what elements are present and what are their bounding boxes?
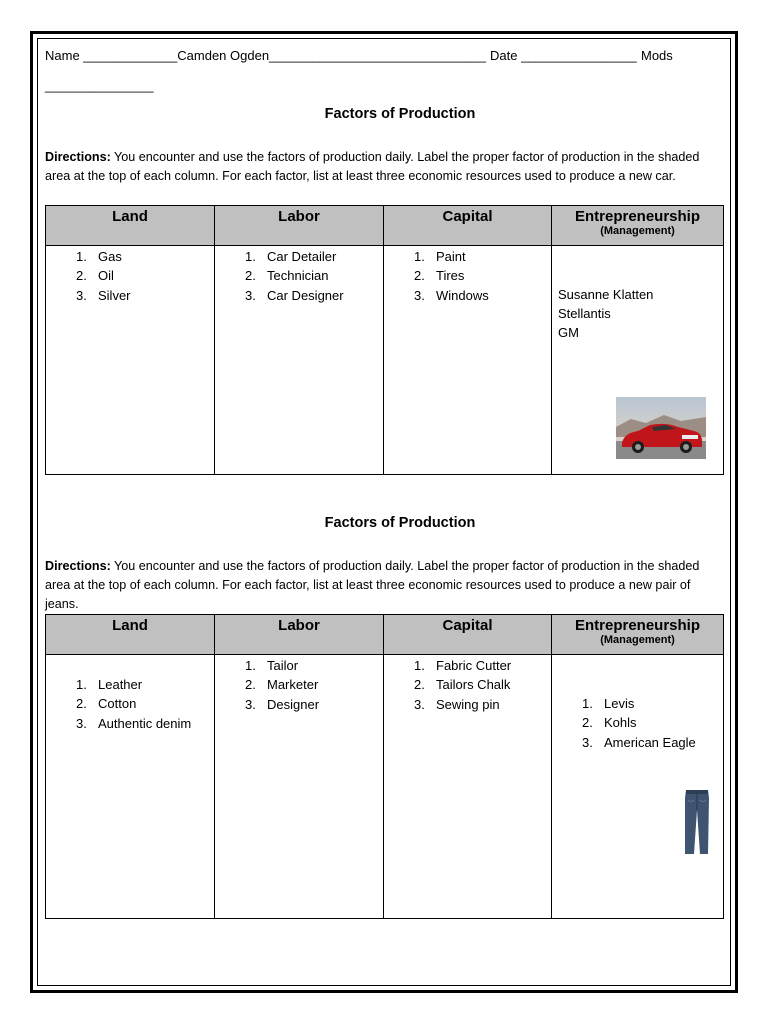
section2-directions	[45, 557, 710, 614]
list-item: Tailor	[267, 658, 299, 673]
section2-header-land: Land	[46, 615, 215, 655]
section2-capital-cell	[384, 655, 552, 919]
section1-capital-cell	[384, 246, 552, 475]
section1-title: Factors of Production	[324, 106, 476, 122]
list-item: Technician	[267, 268, 329, 284]
red-car-image	[616, 397, 706, 459]
list-item: Susanne Klatten	[558, 287, 654, 302]
section1-header-labor: Labor	[215, 206, 384, 246]
list-item: Car Designer	[267, 287, 344, 303]
jeans-image	[682, 788, 712, 856]
list-item: Cotton	[98, 696, 137, 712]
section2-title: Factors of Production	[324, 515, 476, 531]
list-item: Paint	[436, 249, 466, 264]
list-item: Tires	[436, 268, 465, 284]
section2-labor-cell	[215, 655, 384, 919]
list-item: Car Detailer	[267, 249, 337, 264]
list-item: American Eagle	[604, 734, 696, 750]
section2-header-entrepreneurship: Entrepreneurship (Management)	[552, 615, 724, 655]
list-item: Leather	[98, 677, 143, 692]
section1-directions	[45, 148, 710, 186]
date-line: Date ________________	[490, 48, 637, 63]
section1-header-land: Land	[46, 206, 215, 246]
mods-line: _______________	[45, 78, 154, 93]
list-item: Tailors Chalk	[436, 677, 511, 693]
list-item: Silver	[98, 287, 131, 303]
mods-label: Mods	[641, 48, 673, 63]
section2-header-labor: Labor	[215, 615, 384, 655]
list-item: Windows	[436, 287, 489, 303]
section1-labor-cell	[215, 246, 384, 475]
list-item: Gas	[98, 249, 122, 264]
list-item: GM	[558, 325, 579, 340]
section2-directions-text: You encounter and use the factors of production daily. Label the proper factor of production in the shaded area at the top of each column. For each factor, list at least three economic resources used to produce a new pair of jeans.	[45, 559, 700, 611]
list-item: Marketer	[267, 677, 319, 693]
list-item: Fabric Cutter	[436, 658, 512, 673]
section1-header-entrepreneurship: Entrepreneurship (Management)	[552, 206, 724, 246]
list-item: Oil	[98, 268, 114, 284]
list-item: Sewing pin	[436, 696, 500, 712]
list-item: Authentic denim	[98, 715, 192, 731]
section1-directions-label: Directions:	[45, 150, 111, 164]
list-item: Levis	[604, 696, 635, 711]
section1-land-cell	[46, 246, 215, 475]
section2-directions-label: Directions:	[45, 559, 111, 573]
section2-land-cell	[46, 655, 215, 919]
section1-directions-text: You encounter and use the factors of production daily. Label the proper factor of production in the shaded area at the top of each column. For each factor, list at least three economic resources used to produce a new car.	[45, 150, 700, 183]
list-item: Designer	[267, 696, 320, 712]
section2-table	[45, 614, 724, 919]
section1-header-capital: Capital	[384, 206, 552, 246]
name-line: Name _____________Camden Ogden______________________________	[45, 48, 486, 63]
section2-entrepreneurship-cell	[552, 655, 724, 919]
list-item: Kohls	[604, 715, 637, 731]
section2-header-capital: Capital	[384, 615, 552, 655]
list-item: Stellantis	[558, 306, 611, 321]
